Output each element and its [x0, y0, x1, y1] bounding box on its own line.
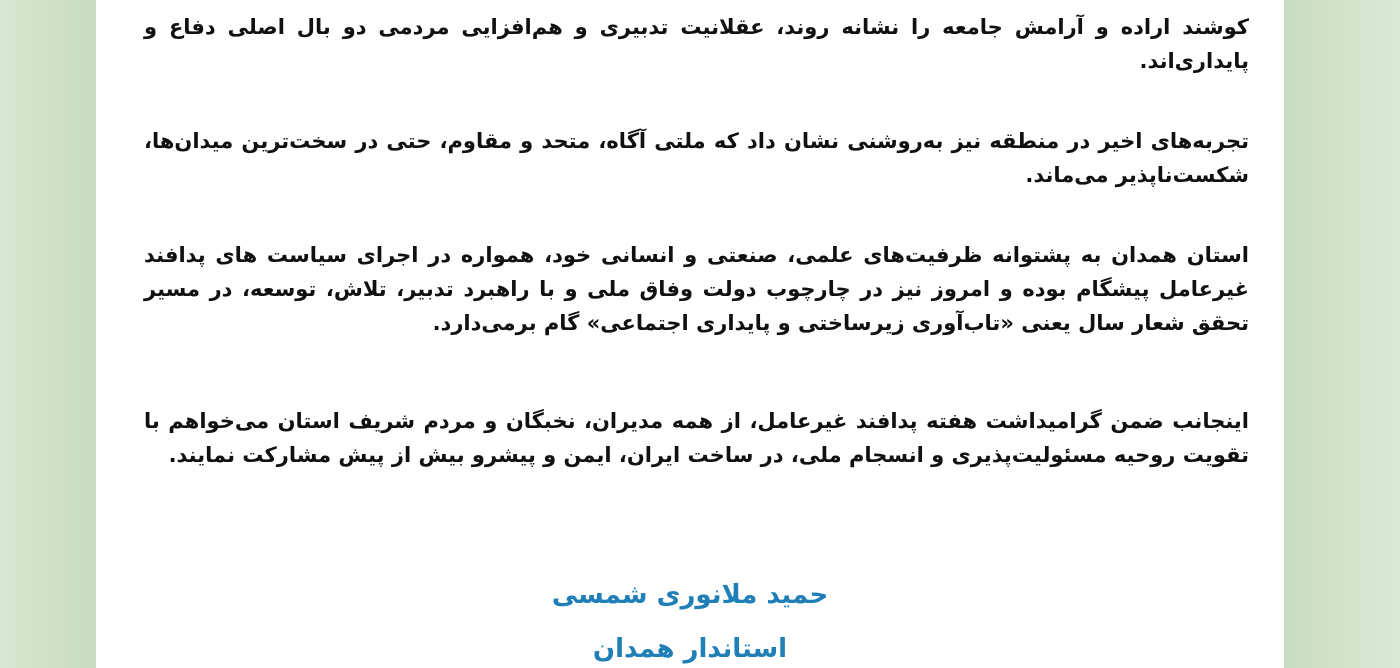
paragraph-1: کوشند اراده و آرامش جامعه را نشانه روند، عقلانیت تدبیری و هم‌افزایی مردمی دو بال اصلی دفاع و پایداری‌اند. [144, 15, 1249, 73]
signature-name: حمید ملانوری شمسی [551, 580, 829, 610]
paragraph-4: اینجانب ضمن گرامیداشت هفته پدافند غیرعامل، از همه مدیران، نخبگان و مردم شریف استان می‌خواهم با تقویت روحیه مسئولیت‌پذیری و انسجام ملی، در ساخت ایران، ایمن و پیشرو بیش از پیش مشارکت نمایند. [144, 409, 1249, 467]
paragraph-3: استان همدان به پشتوانه ظرفیت‌های علمی، صنعتی و انسانی خود، همواره در اجرای سیاست های پدافند غیرعامل پیشگام بوده و امروز نیز در چارچوب دولت وفاق ملی و با راهبرد تدبیر، تلاش، توسعه، در مسیر تحقق شعار سال یعنی «تاب‌آوری زیرساختی و پایداری اجتماعی» گام برمی‌دارد. [144, 243, 1249, 335]
signature-title: استاندار همدان [592, 634, 788, 664]
background-left-panel [0, 0, 96, 668]
background-right-panel [1280, 0, 1400, 668]
letter-page [96, 0, 1284, 668]
paragraph-2: تجربه‌های اخیر در منطقه نیز به‌روشنی نشان داد که ملتی آگاه، متحد و مقاوم، حتی در سخت‌ترین میدان‌ها، شکست‌ناپذیر می‌ماند. [144, 129, 1249, 187]
